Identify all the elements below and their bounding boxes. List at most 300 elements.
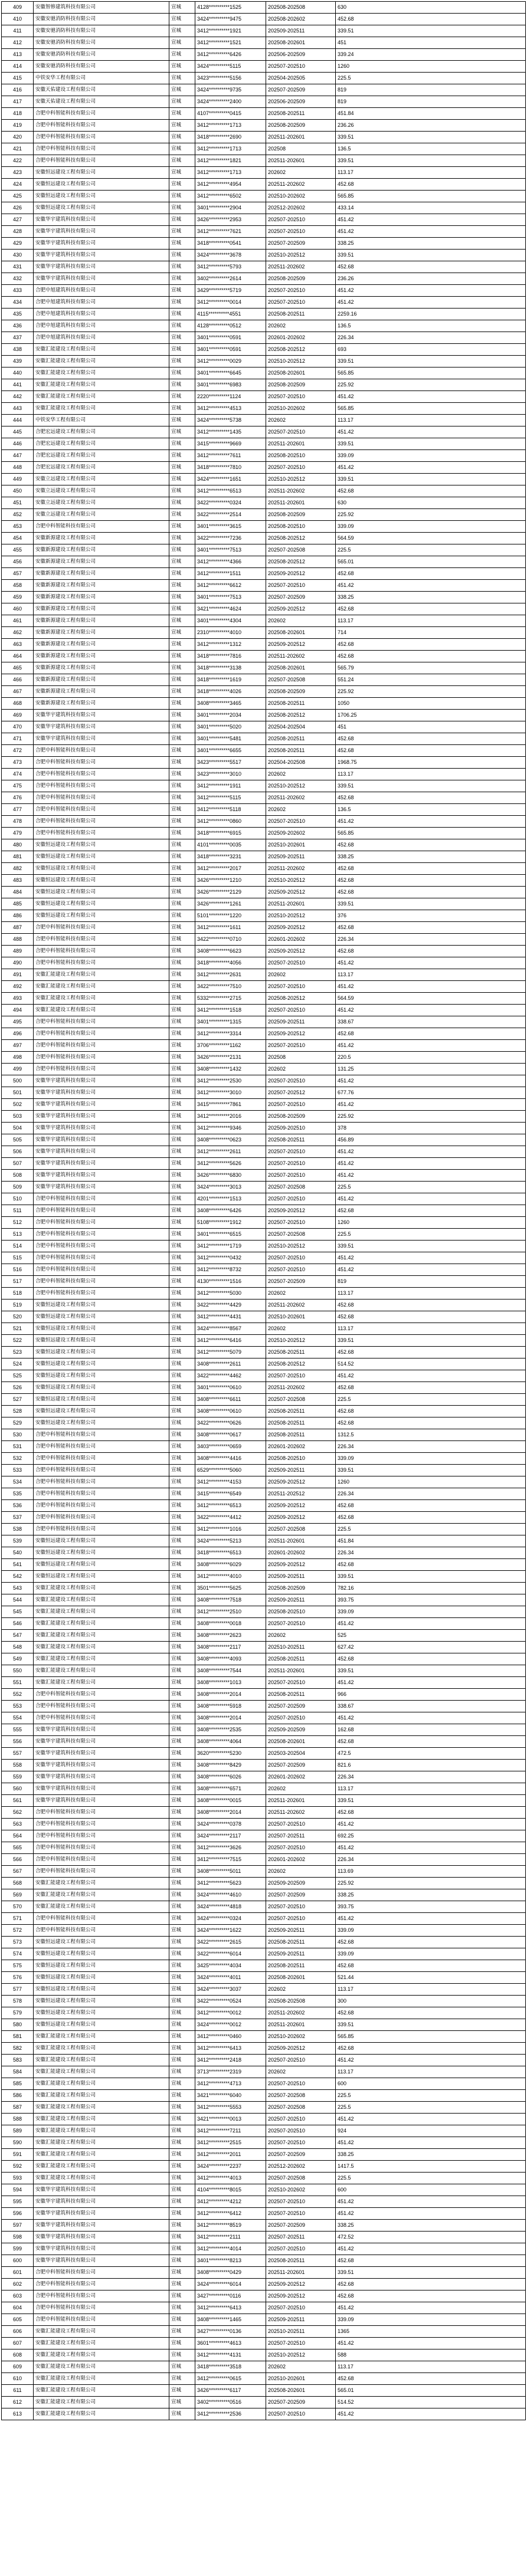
masked-id-number-cell: 3424**********2117 [195, 1830, 266, 1842]
subsidy-amount-cell: 451.42 [336, 2302, 526, 2314]
city-cell: 宣城 [169, 1429, 195, 1441]
masked-id-number-cell: 3424**********5213 [195, 1535, 266, 1547]
subsidy-amount-cell: 339.51 [336, 780, 526, 792]
table-row [2, 910, 526, 922]
company-name-cell: 安徽恒远建设工程有限公司 [34, 851, 169, 863]
city-cell: 宣城 [169, 1842, 195, 1854]
row-number-cell: 494 [2, 1005, 34, 1016]
city-cell: 宣城 [169, 1441, 195, 1453]
subsidy-period-cell: 202508-202511 [266, 1653, 336, 1665]
masked-id-number-cell: 3408**********0623 [195, 1134, 266, 1146]
row-number-cell: 535 [2, 1488, 34, 1500]
subsidy-period-cell: 202509-202512 [266, 2043, 336, 2055]
city-cell: 宣城 [169, 2290, 195, 2302]
masked-id-number-cell: 3412**********4153 [195, 1476, 266, 1488]
table-row [2, 332, 526, 344]
subsidy-period-cell: 202512-202602 [266, 2161, 336, 2173]
subsidy-period-cell: 202511-202602 [266, 1382, 336, 1394]
masked-id-number-cell: 3408**********0610 [195, 1406, 266, 1417]
city-cell: 宣城 [169, 285, 195, 297]
masked-id-number-cell: 3401**********4304 [195, 615, 266, 627]
city-cell: 宣城 [169, 721, 195, 733]
row-number-cell: 448 [2, 462, 34, 474]
city-cell: 宣城 [169, 733, 195, 745]
city-cell: 宣城 [169, 2125, 195, 2137]
table-row [2, 356, 526, 367]
table-row [2, 96, 526, 108]
masked-id-number-cell: 3412**********5553 [195, 2102, 266, 2114]
company-name-cell: 安徽恒远建设工程有限公司 [34, 1347, 169, 1358]
city-cell: 宣城 [169, 1996, 195, 2007]
city-cell: 宣城 [169, 615, 195, 627]
company-name-cell: 安徽天佑建设工程有限公司 [34, 84, 169, 96]
city-cell: 宣城 [169, 1830, 195, 1842]
subsidy-amount-cell: 226.34 [336, 332, 526, 344]
table-row [2, 639, 526, 651]
table-row [2, 1335, 526, 1347]
masked-id-number-cell: 3401**********2904 [195, 202, 266, 214]
company-name-cell: 安徽恒远建设工程有限公司 [34, 1382, 169, 1394]
row-number-cell: 602 [2, 2279, 34, 2290]
masked-id-number-cell: 3415**********9669 [195, 438, 266, 450]
city-cell: 宣城 [169, 1653, 195, 1665]
masked-id-number-cell: 3408**********7544 [195, 1665, 266, 1677]
city-cell: 宣城 [169, 1559, 195, 1571]
row-number-cell: 428 [2, 226, 34, 238]
city-cell: 宣城 [169, 1925, 195, 1937]
row-number-cell: 604 [2, 2302, 34, 2314]
subsidy-period-cell: 202509-202512 [266, 568, 336, 580]
subsidy-period-cell: 202507-202509 [266, 1276, 336, 1288]
row-number-cell: 548 [2, 1642, 34, 1653]
city-cell: 宣城 [169, 1701, 195, 1712]
masked-id-number-cell: 3408**********0429 [195, 2267, 266, 2279]
row-number-cell: 534 [2, 1476, 34, 1488]
masked-id-number-cell: 3412**********5030 [195, 1288, 266, 1300]
row-number-cell: 478 [2, 816, 34, 828]
masked-id-number-cell: 3408**********0018 [195, 1618, 266, 1630]
row-number-cell: 543 [2, 1583, 34, 1594]
city-cell: 宣城 [169, 1748, 195, 1760]
table-row [2, 2302, 526, 2314]
row-number-cell: 502 [2, 1099, 34, 1111]
masked-id-number-cell: 3422**********0710 [195, 934, 266, 946]
table-row [2, 1099, 526, 1111]
row-number-cell: 583 [2, 2055, 34, 2066]
subsidy-amount-cell: 630 [336, 2, 526, 14]
subsidy-period-cell: 202507-202509 [266, 1889, 336, 1901]
masked-id-number-cell: 3412**********6412 [195, 2208, 266, 2220]
city-cell: 宣城 [169, 533, 195, 544]
table-row [2, 804, 526, 816]
subsidy-amount-cell: 113.17 [336, 615, 526, 627]
table-row [2, 769, 526, 780]
subsidy-amount-cell: 1260 [336, 1217, 526, 1229]
table-row [2, 1571, 526, 1583]
masked-id-number-cell: 3422**********7510 [195, 981, 266, 993]
masked-id-number-cell: 3412**********0432 [195, 1252, 266, 1264]
subsidy-amount-cell: 819 [336, 96, 526, 108]
company-name-cell: 安徽立远建设工程有限公司 [34, 474, 169, 485]
subsidy-period-cell: 202510-202511 [266, 2326, 336, 2338]
company-name-cell: 合肥中科智能科技有限公司 [34, 1252, 169, 1264]
company-name-cell: 合肥中科智能科技有限公司 [34, 1217, 169, 1229]
company-name-cell: 安徽汇能建设工程有限公司 [34, 344, 169, 356]
row-number-cell: 487 [2, 922, 34, 934]
subsidy-amount-cell: 339.51 [336, 155, 526, 167]
city-cell: 宣城 [169, 273, 195, 285]
masked-id-number-cell: 3401**********3615 [195, 521, 266, 533]
city-cell: 宣城 [169, 710, 195, 721]
company-name-cell: 安徽新源建设工程有限公司 [34, 651, 169, 662]
company-name-cell: 安徽安驰消防科技有限公司 [34, 14, 169, 25]
table-row [2, 1972, 526, 1984]
city-cell: 宣城 [169, 2161, 195, 2173]
table-row [2, 1948, 526, 1960]
subsidy-amount-cell: 220.5 [336, 1052, 526, 1064]
subsidy-period-cell: 202507-202510 [266, 297, 336, 309]
masked-id-number-cell: 3402**********2614 [195, 273, 266, 285]
table-row [2, 1087, 526, 1099]
subsidy-amount-cell: 452.68 [336, 2255, 526, 2267]
subsidy-period-cell: 202507-202510 [266, 61, 336, 73]
company-name-cell: 安徽新源建设工程有限公司 [34, 544, 169, 556]
table-row [2, 2066, 526, 2078]
subsidy-period-cell: 202507-202510 [266, 1170, 336, 1182]
subsidy-amount-cell: 1706.25 [336, 710, 526, 721]
subsidy-amount-cell: 452.68 [336, 1347, 526, 1358]
subsidy-amount-cell: 451.42 [336, 1819, 526, 1830]
company-name-cell: 安徽恒远建设工程有限公司 [34, 1406, 169, 1417]
city-cell: 宣城 [169, 580, 195, 592]
row-number-cell: 414 [2, 61, 34, 73]
company-name-cell: 合肥中科智能科技有限公司 [34, 1488, 169, 1500]
subsidy-amount-cell: 113.69 [336, 1866, 526, 1878]
subsidy-amount-cell: 452.68 [336, 179, 526, 191]
row-number-cell: 552 [2, 1689, 34, 1701]
company-name-cell: 安徽汇能建设工程有限公司 [34, 1653, 169, 1665]
subsidy-period-cell: 202507-202509 [266, 238, 336, 250]
subsidy-amount-cell: 451.42 [336, 462, 526, 474]
city-cell: 宣城 [169, 1335, 195, 1347]
table-row [2, 627, 526, 639]
subsidy-amount-cell: 451.42 [336, 1099, 526, 1111]
masked-id-number-cell: 3412**********3314 [195, 1028, 266, 1040]
table-row [2, 49, 526, 61]
row-number-cell: 573 [2, 1937, 34, 1948]
subsidy-period-cell: 202507-202510 [266, 1842, 336, 1854]
masked-id-number-cell: 4130**********1516 [195, 1276, 266, 1288]
row-number-cell: 468 [2, 698, 34, 710]
row-number-cell: 491 [2, 969, 34, 981]
city-cell: 宣城 [169, 1052, 195, 1064]
table-row [2, 2184, 526, 2196]
table-row [2, 1005, 526, 1016]
row-number-cell: 555 [2, 1724, 34, 1736]
company-name-cell: 安徽华宇建筑科技有限公司 [34, 2243, 169, 2255]
masked-id-number-cell: 3412**********1518 [195, 1005, 266, 1016]
subsidy-amount-cell: 378 [336, 1123, 526, 1134]
row-number-cell: 416 [2, 84, 34, 96]
subsidy-amount-cell: 451.42 [336, 1193, 526, 1205]
company-name-cell: 合肥宏远建设工程有限公司 [34, 462, 169, 474]
masked-id-number-cell: 3424**********3037 [195, 1984, 266, 1996]
company-name-cell: 安徽汇能建设工程有限公司 [34, 2031, 169, 2043]
company-name-cell: 安徽新源建设工程有限公司 [34, 686, 169, 698]
city-cell: 宣城 [169, 474, 195, 485]
subsidy-period-cell: 202510-202512 [266, 250, 336, 261]
city-cell: 宣城 [169, 639, 195, 651]
masked-id-number-cell: 3412**********0615 [195, 2373, 266, 2385]
row-number-cell: 519 [2, 1300, 34, 1311]
row-number-cell: 430 [2, 250, 34, 261]
table-row [2, 509, 526, 521]
masked-id-number-cell: 3412**********4366 [195, 556, 266, 568]
subsidy-amount-cell: 452.68 [336, 922, 526, 934]
table-row [2, 2290, 526, 2302]
subsidy-amount-cell: 452.68 [336, 2007, 526, 2019]
subsidy-period-cell: 202511-202602 [266, 863, 336, 875]
company-name-cell: 安徽华宇建筑科技有限公司 [34, 1146, 169, 1158]
city-cell: 宣城 [169, 1500, 195, 1512]
row-number-cell: 425 [2, 191, 34, 202]
subsidy-period-cell: 202507-202509 [266, 2397, 336, 2408]
subsidy-period-cell: 202507-202510 [266, 1712, 336, 1724]
masked-id-number-cell: 3412**********1719 [195, 1241, 266, 1252]
subsidy-amount-cell: 452.68 [336, 1512, 526, 1524]
city-cell: 宣城 [169, 426, 195, 438]
row-number-cell: 435 [2, 309, 34, 320]
table-row [2, 344, 526, 356]
subsidy-amount-cell: 225.5 [336, 2090, 526, 2102]
table-row [2, 1417, 526, 1429]
subsidy-period-cell: 202507-202510 [266, 426, 336, 438]
subsidy-period-cell: 202507-202510 [266, 2208, 336, 2220]
table-row [2, 403, 526, 415]
company-name-cell: 安徽汇能建设工程有限公司 [34, 2125, 169, 2137]
row-number-cell: 568 [2, 1878, 34, 1889]
table-row [2, 2090, 526, 2102]
company-name-cell: 安徽汇能建设工程有限公司 [34, 391, 169, 403]
table-row [2, 1276, 526, 1288]
company-name-cell: 安徽汇能建设工程有限公司 [34, 1583, 169, 1594]
masked-id-number-cell: 3401**********6645 [195, 367, 266, 379]
city-cell: 宣城 [169, 1347, 195, 1358]
subsidy-period-cell: 202507-202509 [266, 2149, 336, 2161]
city-cell: 宣城 [169, 509, 195, 521]
row-number-cell: 539 [2, 1535, 34, 1547]
city-cell: 宣城 [169, 438, 195, 450]
table-row [2, 816, 526, 828]
company-name-cell: 合肥中科智能科技有限公司 [34, 1819, 169, 1830]
company-name-cell: 安徽天佑建设工程有限公司 [34, 96, 169, 108]
subsidy-amount-cell: 451.42 [336, 426, 526, 438]
table-row [2, 875, 526, 887]
subsidy-period-cell: 202507-202510 [266, 1677, 336, 1689]
row-number-cell: 482 [2, 863, 34, 875]
masked-id-number-cell: 3426**********2953 [195, 214, 266, 226]
company-name-cell: 安徽汇能建设工程有限公司 [34, 1642, 169, 1653]
subsidy-period-cell: 202507-202510 [266, 1005, 336, 1016]
company-name-cell: 安徽汇能建设工程有限公司 [34, 2373, 169, 2385]
row-number-cell: 476 [2, 792, 34, 804]
table-row [2, 1736, 526, 1748]
row-number-cell: 514 [2, 1241, 34, 1252]
row-number-cell: 485 [2, 898, 34, 910]
row-number-cell: 595 [2, 2196, 34, 2208]
masked-id-number-cell: 3426**********1210 [195, 875, 266, 887]
company-name-cell: 安徽汇能建设工程有限公司 [34, 1606, 169, 1618]
subsidy-period-cell: 202507-202509 [266, 1760, 336, 1771]
company-name-cell: 合肥中科智能科技有限公司 [34, 1701, 169, 1712]
subsidy-amount-cell: 225.5 [336, 2173, 526, 2184]
masked-id-number-cell: 4201**********1513 [195, 1193, 266, 1205]
row-number-cell: 427 [2, 214, 34, 226]
subsidy-amount-cell: 338.25 [336, 2220, 526, 2232]
subsidy-period-cell: 202507-202510 [266, 2055, 336, 2066]
subsidy-period-cell: 202510-202512 [266, 1335, 336, 1347]
table-row [2, 1016, 526, 1028]
city-cell: 宣城 [169, 544, 195, 556]
masked-id-number-cell: 3412**********1611 [195, 922, 266, 934]
company-name-cell: 安徽恒远建设工程有限公司 [34, 1559, 169, 1571]
company-name-cell: 安徽恒远建设工程有限公司 [34, 887, 169, 898]
city-cell: 宣城 [169, 627, 195, 639]
row-number-cell: 525 [2, 1370, 34, 1382]
table-row [2, 580, 526, 592]
city-cell: 宣城 [169, 2279, 195, 2290]
masked-id-number-cell: 4107**********0415 [195, 108, 266, 120]
row-number-cell: 446 [2, 438, 34, 450]
row-number-cell: 433 [2, 285, 34, 297]
table-row [2, 2196, 526, 2208]
subsidy-amount-cell: 452.68 [336, 875, 526, 887]
city-cell: 宣城 [169, 769, 195, 780]
row-number-cell: 456 [2, 556, 34, 568]
masked-id-number-cell: 3418**********3231 [195, 851, 266, 863]
row-number-cell: 575 [2, 1960, 34, 1972]
table-row [2, 568, 526, 580]
city-cell: 宣城 [169, 2232, 195, 2243]
city-cell: 宣城 [169, 875, 195, 887]
table-row [2, 1075, 526, 1087]
city-cell: 宣城 [169, 1960, 195, 1972]
table-row [2, 2173, 526, 2184]
company-name-cell: 安徽恒远建设工程有限公司 [34, 1547, 169, 1559]
company-name-cell: 安徽华宇建筑科技有限公司 [34, 733, 169, 745]
city-cell: 宣城 [169, 698, 195, 710]
company-name-cell: 合肥中科智能科技有限公司 [34, 143, 169, 155]
table-row [2, 1984, 526, 1996]
company-name-cell: 安徽恒远建设工程有限公司 [34, 863, 169, 875]
subsidy-amount-cell: 338.67 [336, 1016, 526, 1028]
row-number-cell: 422 [2, 155, 34, 167]
company-name-cell: 安徽汇能建设工程有限公司 [34, 2114, 169, 2125]
row-number-cell: 561 [2, 1795, 34, 1807]
subsidy-period-cell: 202507-202508 [266, 1524, 336, 1535]
subsidy-period-cell: 202601-202602 [266, 1771, 336, 1783]
masked-id-number-cell: 4101**********0035 [195, 839, 266, 851]
row-number-cell: 603 [2, 2290, 34, 2302]
company-name-cell: 安徽恒远建设工程有限公司 [34, 1323, 169, 1335]
masked-id-number-cell: 3401**********5020 [195, 721, 266, 733]
city-cell: 宣城 [169, 1453, 195, 1465]
company-name-cell: 合肥中科智能科技有限公司 [34, 757, 169, 769]
row-number-cell: 570 [2, 1901, 34, 1913]
masked-id-number-cell: 3423**********5517 [195, 757, 266, 769]
row-number-cell: 581 [2, 2031, 34, 2043]
masked-id-number-cell: 3412**********6413 [195, 2302, 266, 2314]
subsidy-amount-cell: 452.68 [336, 261, 526, 273]
row-number-cell: 411 [2, 25, 34, 37]
city-cell: 宣城 [169, 1323, 195, 1335]
table-row [2, 2267, 526, 2279]
city-cell: 宣城 [169, 2349, 195, 2361]
table-row [2, 1370, 526, 1382]
subsidy-period-cell: 202509-202512 [266, 1476, 336, 1488]
subsidy-period-cell: 202508-202511 [266, 745, 336, 757]
table-row [2, 155, 526, 167]
company-name-cell: 合肥中科智能科技有限公司 [34, 2314, 169, 2326]
city-cell: 宣城 [169, 2208, 195, 2220]
table-row [2, 191, 526, 202]
city-cell: 宣城 [169, 367, 195, 379]
table-row [2, 1524, 526, 1535]
row-number-cell: 507 [2, 1158, 34, 1170]
subsidy-amount-cell: 338.25 [336, 592, 526, 603]
row-number-cell: 421 [2, 143, 34, 155]
row-number-cell: 458 [2, 580, 34, 592]
company-name-cell: 安徽恒远建设工程有限公司 [34, 1300, 169, 1311]
masked-id-number-cell: 3408**********2535 [195, 1724, 266, 1736]
subsidy-amount-cell: 225.5 [336, 2102, 526, 2114]
subsidy-amount-cell: 1417.5 [336, 2161, 526, 2173]
subsidy-period-cell: 202509-202512 [266, 2290, 336, 2302]
city-cell: 宣城 [169, 662, 195, 674]
masked-id-number-cell: 3422**********2615 [195, 1937, 266, 1948]
masked-id-number-cell: 3412**********6413 [195, 2043, 266, 2055]
subsidy-amount-cell: 339.09 [336, 1925, 526, 1937]
subsidy-period-cell: 202512-202602 [266, 202, 336, 214]
company-name-cell: 安徽新源建设工程有限公司 [34, 580, 169, 592]
masked-id-number-cell: 3412**********4014 [195, 2243, 266, 2255]
subsidy-period-cell: 202511-202601 [266, 2019, 336, 2031]
subsidy-period-cell: 202508-202601 [266, 367, 336, 379]
row-number-cell: 533 [2, 1465, 34, 1476]
table-row [2, 792, 526, 804]
city-cell: 宣城 [169, 1760, 195, 1771]
masked-id-number-cell: 3412**********0012 [195, 2007, 266, 2019]
table-row [2, 1028, 526, 1040]
masked-id-number-cell: 3424**********4011 [195, 1972, 266, 1984]
row-number-cell: 549 [2, 1653, 34, 1665]
subsidy-amount-cell: 338.25 [336, 851, 526, 863]
row-number-cell: 563 [2, 1819, 34, 1830]
row-number-cell: 579 [2, 2007, 34, 2019]
subsidy-period-cell: 202508-202601 [266, 1736, 336, 1748]
city-cell: 宣城 [169, 898, 195, 910]
table-row [2, 2220, 526, 2232]
table-row [2, 2255, 526, 2267]
city-cell: 宣城 [169, 1476, 195, 1488]
subsidy-amount-cell: 966 [336, 1689, 526, 1701]
masked-id-number-cell: 3412**********2016 [195, 1111, 266, 1123]
company-name-cell: 安徽华宇建筑科技有限公司 [34, 226, 169, 238]
subsidy-period-cell: 202508-202512 [266, 710, 336, 721]
table-row [2, 1182, 526, 1193]
subsidy-period-cell: 202507-202510 [266, 1913, 336, 1925]
masked-id-number-cell: 3408**********6029 [195, 1559, 266, 1571]
